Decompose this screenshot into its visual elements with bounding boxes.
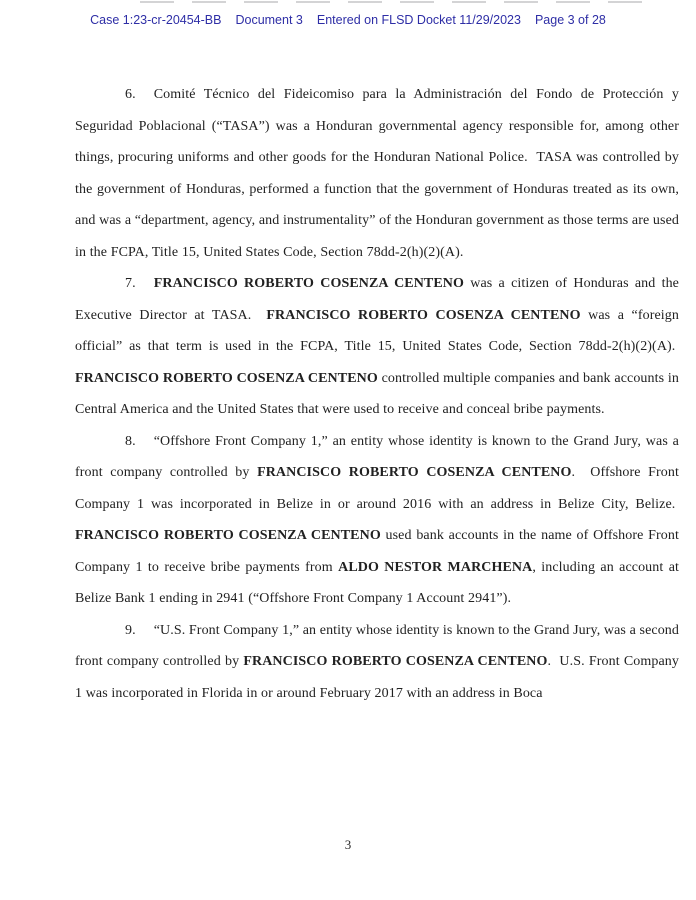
text-run: “U.S. Front Company 1,” an entity whose identity is known to the Grand Jury, was a second front company controlled by [75,622,679,669]
emphasized-name: FRANCISCO ROBERTO COSENZA CENTENO [75,528,381,543]
header-page-indicator: Page 3 of 28 [534,13,606,27]
text-run: , including an account at Belize Bank 1 ending in 2941 (“Offshore Front Company 1 Account 2941”). [75,559,680,606]
paragraph-number: 8. [125,433,136,449]
page-number: 3 [344,837,352,852]
text-run: was a citizen of Honduras and the Executive Director at TASA. [75,276,679,323]
emphasized-name: FRANCISCO ROBERTO COSENZA CENTENO [243,654,548,669]
text-run: . Offshore Front Company 1 was incorporated in Belize in or around 2016 with an address in Belize City, Belize. [75,465,679,512]
document-body [75,79,679,709]
scan-artifact-top [140,1,660,3]
emphasized-name: ALDO NESTOR MARCHENA [338,559,533,575]
text-run: “Offshore Front Company 1,” an entity whose identity is known to the Grand Jury, was a front company controlled by [75,433,679,480]
emphasized-name: FRANCISCO ROBERTO COSENZA CENTENO [153,276,465,291]
paragraph-9 [75,615,679,710]
emphasized-name: FRANCISCO ROBERTO COSENZA CENTENO [75,370,378,386]
paragraph-6 [75,79,679,268]
header-docket-entry: Entered on FLSD Docket 11/29/2023 [316,13,521,27]
case-header [0,11,696,29]
paragraph-8 [75,426,679,615]
paragraph-number: 7. [125,276,136,291]
paragraph-number: 6. [125,87,136,102]
text-run: was a “foreign official” as that term is used in the FCPA, Title 15, United States Code, Section 78dd-2(h)(2)(A). [75,307,679,354]
emphasized-name: FRANCISCO ROBERTO COSENZA CENTENO [257,465,572,480]
text-run: . U.S. Front Company 1 was incorporated in Florida in or around February 2017 with an address in Boca [75,654,679,701]
paragraph-number: 9. [125,622,136,638]
header-document-number: Document 3 [235,13,303,27]
text-run: controlled multiple companies and bank accounts in Central America and the United States that were used to receive and conceal bribe payments. [75,370,679,417]
header-case-number: Case 1:23-cr-20454-BB [90,13,222,27]
text-run: Comité Técnico del Fideicomiso para la Administración del Fondo de Protección y Seguridad Poblacional (“TASA”) was a Honduran governmental agency responsible for, among other things, procuring uniforms and other goods for the Honduran National Police. TASA was controlled by the government of Honduras, performed a function that the government of Honduras treated as its own, and was a “department, agency, and instrumentality” of the Honduran government as those terms are used in the FCPA, Title 15, United States Code, Section 78dd-2(h)(2)(A). [75,87,679,260]
text-run: used bank accounts in the name of Offshore Front Company 1 to receive bribe payments from [75,528,679,575]
emphasized-name: FRANCISCO ROBERTO COSENZA CENTENO [266,307,581,323]
paragraph-7 [75,268,679,426]
